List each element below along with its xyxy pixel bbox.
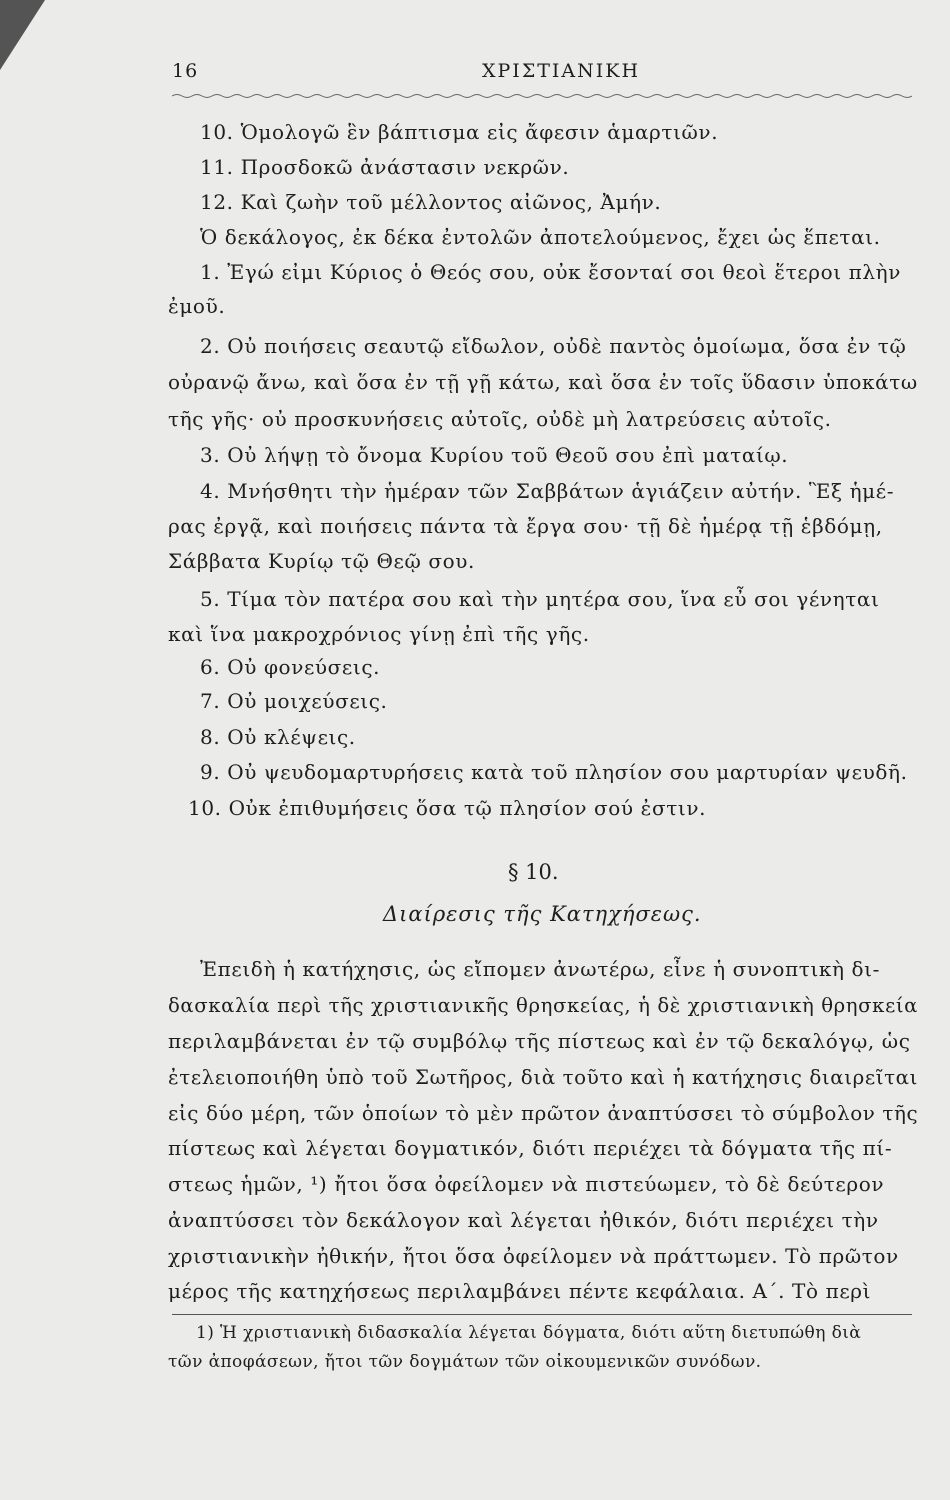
commandment-line: 6. Οὐ φονεύσεις. (200, 655, 381, 679)
commandment-line: 7. Οὐ μοιχεύσεις. (200, 689, 388, 713)
creed-line: 12. Καὶ ζωὴν τοῦ μέλλοντος αἰῶνος, Ἀμήν. (200, 190, 662, 214)
section-number: § 10. (508, 860, 559, 884)
dark-corner-shadow (0, 0, 45, 70)
body-line: μέρος τῆς κατηχήσεως περιλαμβάνει πέντε κεφάλαια. Α΄. Τὸ περὶ (168, 1279, 872, 1303)
creed-line: 11. Προσδοκῶ ἀνάστασιν νεκρῶν. (200, 155, 570, 179)
body-line: ἀναπτύσσει τὸν δεκάλογον καὶ λέγεται ἠθικόν, διότι περιέχει τὴν (168, 1208, 879, 1232)
body-line: πίστεως καὶ λέγεται δογματικόν, διότι περιέχει τὰ δόγματα τῆς πί- (168, 1136, 893, 1160)
commandment-line: ἐμοῦ. (168, 294, 226, 318)
section-title: Διαίρεσις τῆς Κατηχήσεως. (383, 902, 702, 926)
body-line: χριστιανικὴν ἠθικήν, ἤτοι ὅσα ὀφείλομεν νὰ πράττωμεν. Τὸ πρῶτον (168, 1244, 899, 1268)
page-header (172, 60, 912, 90)
footnote-rule (172, 1314, 912, 1315)
commandment-line: οὐρανῷ ἄνω, καὶ ὅσα ἐν τῇ γῇ κάτω, καὶ ὅσα ἐν τοῖς ὕδασιν ὑποκάτω (168, 370, 918, 394)
commandment-line: καὶ ἵνα μακροχρόνιος γίνῃ ἐπὶ τῆς γῆς. (168, 622, 590, 646)
creed-line: 10. Ὁμολογῶ ἓν βάπτισμα εἰς ἄφεσιν ἁμαρτιῶν. (200, 120, 719, 144)
decalogue-intro: Ὁ δεκάλογος, ἐκ δέκα ἐντολῶν ἀποτελούμενος, ἔχει ὡς ἕπεται. (200, 225, 881, 249)
commandment-line: τῆς γῆς· οὐ προσκυνήσεις αὐτοῖς, οὐδὲ μὴ λατρεύσεις αὐτοῖς. (168, 407, 832, 431)
commandment-line: 8. Οὐ κλέψεις. (200, 725, 356, 749)
footnote-line: 1) Ἡ χριστιανικὴ διδασκαλία λέγεται δόγματα, διότι αὕτη διετυπώθη διὰ (196, 1323, 862, 1343)
commandment-line: 4. Μνήσθητι τὴν ἡμέραν τῶν Σαββάτων ἁγιάζειν αὐτήν. Ἓξ ἡμέ- (200, 479, 895, 503)
page-number: 16 (172, 60, 199, 82)
body-line: δασκαλία περὶ τῆς χριστιανικῆς θρησκείας, ἡ δὲ χριστιανικὴ θρησκεία (168, 993, 919, 1017)
commandment-line: 3. Οὐ λήψῃ τὸ ὄνομα Κυρίου τοῦ Θεοῦ σου ἐπὶ ματαίῳ. (200, 443, 789, 467)
commandment-line: 9. Οὐ ψευδομαρτυρήσεις κατὰ τοῦ πλησίον σου μαρτυρίαν ψευδῆ. (200, 760, 908, 784)
header-wavy-rule (172, 93, 912, 99)
body-line: στεως ἡμῶν, ¹) ἤτοι ὅσα ὀφείλομεν νὰ πιστεύωμεν, τὸ δὲ δεύτερον (168, 1172, 885, 1196)
commandment-line: ρας ἐργᾷ, καὶ ποιήσεις πάντα τὰ ἔργα σου· τῇ δὲ ἡμέρᾳ τῇ ἑβδόμῃ, (168, 514, 883, 538)
footnote-line: τῶν ἀποφάσεων, ἤτοι τῶν δογμάτων τῶν οἰκουμενικῶν συνόδων. (168, 1352, 762, 1372)
running-title: ΧΡΙΣΤΙΑΝΙΚΗ (482, 60, 641, 82)
commandment-line: 5. Τίμα τὸν πατέρα σου καὶ τὴν μητέρα σου, ἵνα εὖ σοι γένηται (200, 587, 880, 611)
body-line: περιλαμβάνεται ἐν τῷ συμβόλῳ τῆς πίστεως καὶ ἐν τῷ δεκαλόγῳ, ὡς (168, 1029, 911, 1053)
commandment-line: Σάββατα Κυρίῳ τῷ Θεῷ σου. (168, 549, 475, 573)
body-line: ἐτελειοποιήθη ὑπὸ τοῦ Σωτῆρος, διὰ τοῦτο καὶ ἡ κατήχησις διαιρεῖται (168, 1065, 919, 1089)
commandment-line: 2. Οὐ ποιήσεις σεαυτῷ εἴδωλον, οὐδὲ παντὸς ὁμοίωμα, ὅσα ἐν τῷ (200, 334, 907, 358)
commandment-line: 1. Ἐγώ εἰμι Κύριος ὁ Θεός σου, οὐκ ἔσονταί σοι θεοὶ ἕτεροι πλὴν (200, 260, 902, 284)
commandment-line: 10. Οὐκ ἐπιθυμήσεις ὅσα τῷ πλησίον σού ἐστιν. (188, 796, 707, 820)
body-line: Ἐπειδὴ ἡ κατήχησις, ὡς εἴπομεν ἀνωτέρω, εἶνε ἡ συνοπτικὴ δι- (200, 957, 880, 981)
body-line: εἰς δύο μέρη, τῶν ὁποίων τὸ μὲν πρῶτον ἀναπτύσσει τὸ σύμβολον τῆς (168, 1101, 919, 1125)
